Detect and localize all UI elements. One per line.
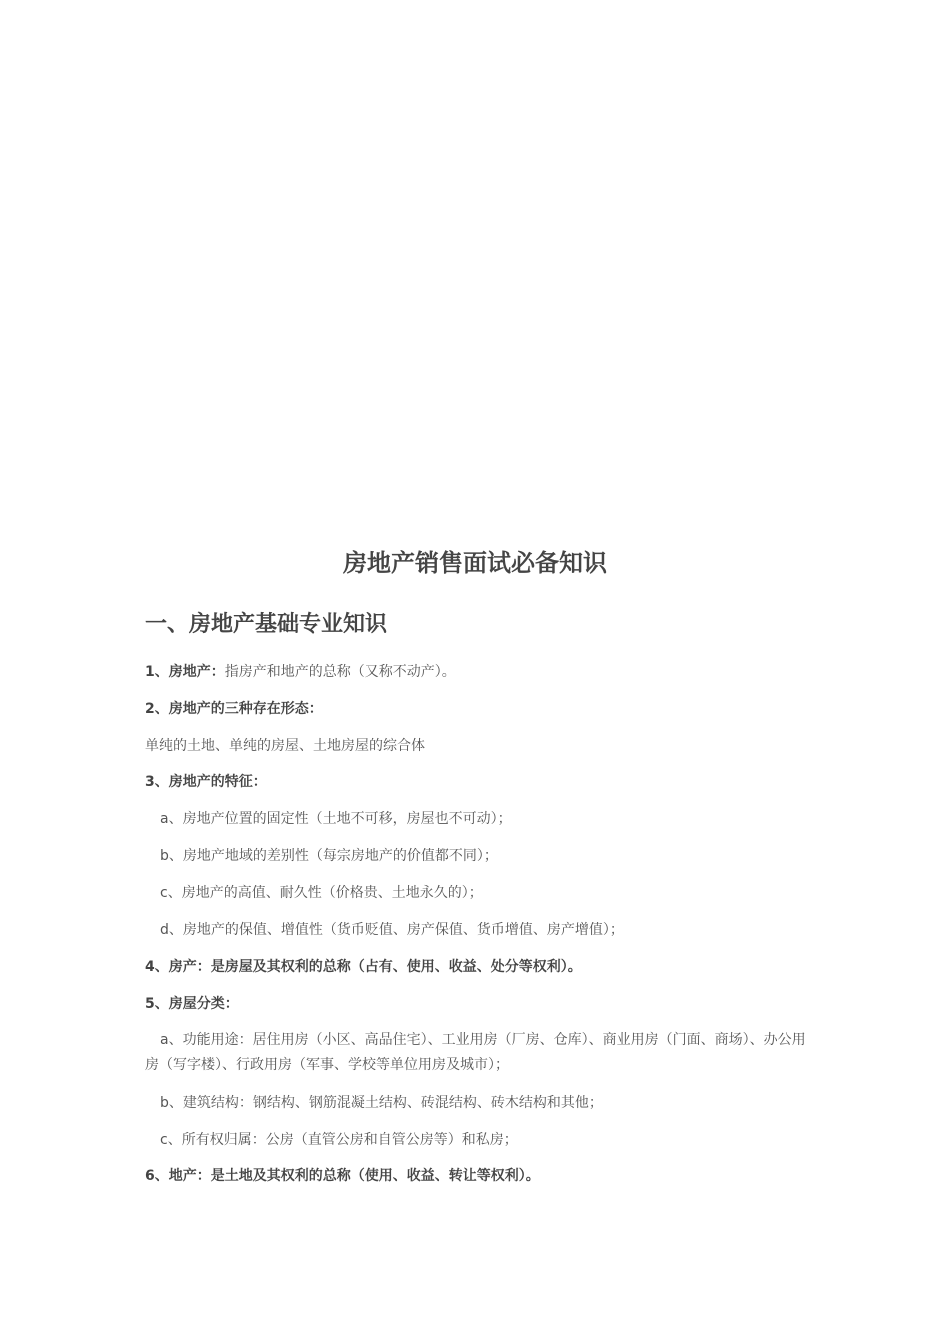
item-1-paragraph bbox=[145, 660, 825, 684]
item-6-paragraph: 6、地产：是土地及其权利的总称（使用、收益、转让等权利）。 bbox=[145, 1168, 540, 1184]
item-2-text: 单纯的土地、单纯的房屋、土地房屋的综合体 bbox=[145, 738, 425, 754]
item-2-label: 2、房地产的三种存在形态： bbox=[145, 701, 323, 717]
section-heading: 一、房地产基础专业知识 bbox=[145, 612, 388, 637]
item-1-text: 指房产和地产的总称（又称不动产）。 bbox=[224, 664, 456, 680]
document-title: 房地产销售面试必备知识 bbox=[343, 549, 607, 577]
item-3-point-a: a、房地产位置的固定性（土地不可移，房屋也不可动）； bbox=[160, 811, 512, 827]
item-5-point-a: a、功能用途：居住用房（小区、高品住宅）、工业用房（厂房、仓库）、商业用房（门面、商场）、办公用房（写字楼）、行政用房（军事、学校等单位用房及城市）； bbox=[145, 1032, 806, 1073]
item-3-label: 3、房地产的特征： bbox=[145, 774, 267, 790]
item-3-point-b: b、房地产地域的差别性（每宗房地产的价值都不同）； bbox=[160, 848, 498, 864]
item-5-label: 5、房屋分类： bbox=[145, 996, 239, 1012]
item-5-point-c: c、所有权归属：公房（直管公房和自管公房等）和私房； bbox=[160, 1132, 518, 1148]
item-1-label: 1、房地产： bbox=[145, 664, 225, 680]
item-3-point-c: c、房地产的高值、耐久性（价格贵、土地永久的）； bbox=[160, 885, 483, 901]
item-3-point-d: d、房地产的保值、增值性（货币贬值、房产保值、货币增值、房产增值）； bbox=[160, 922, 624, 938]
item-5-point-b: b、建筑结构：钢结构、钢筋混凝土结构、砖混结构、砖木结构和其他； bbox=[160, 1095, 603, 1111]
item-4-paragraph: 4、房产：是房屋及其权利的总称（占有、使用、收益、处分等权利）。 bbox=[145, 959, 582, 975]
